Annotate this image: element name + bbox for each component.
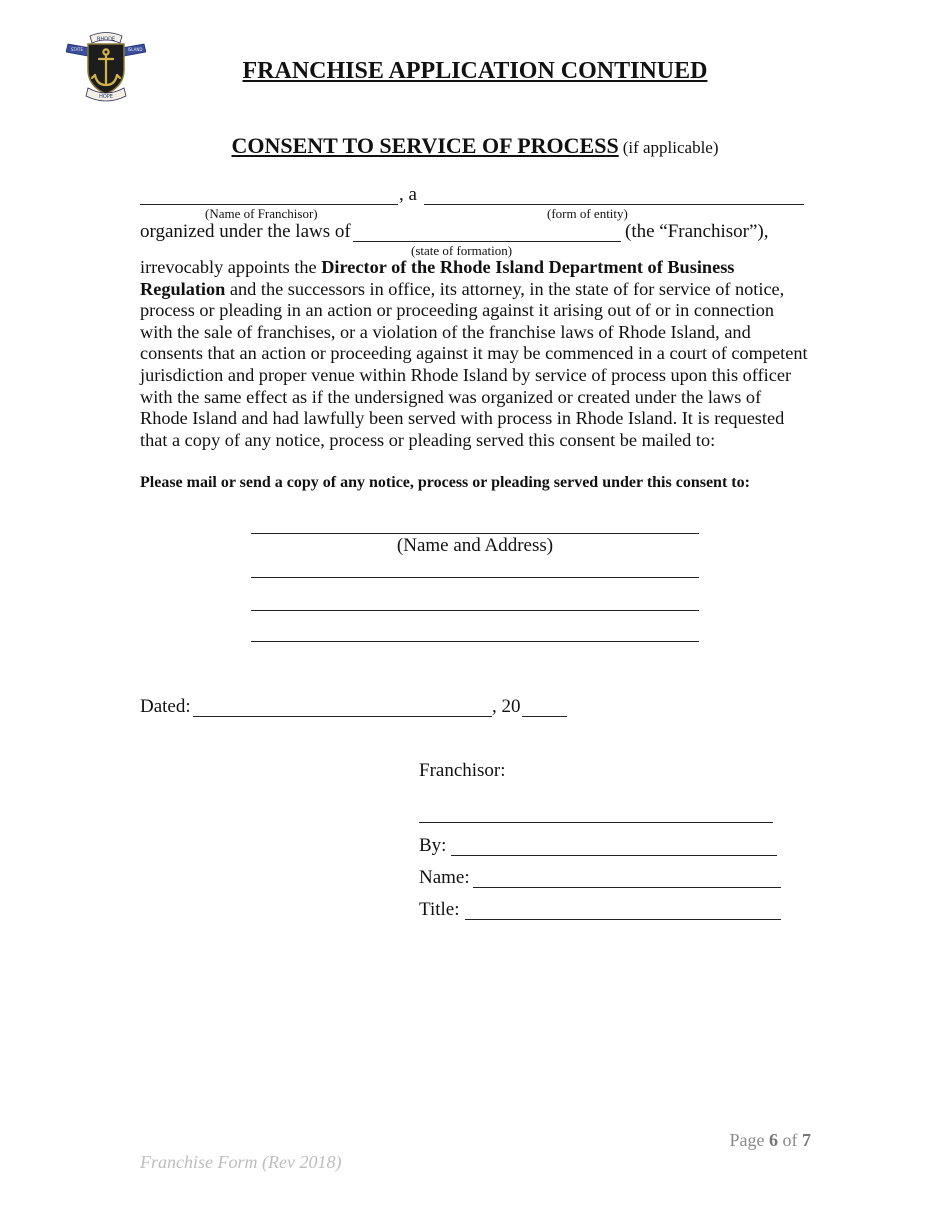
consent-paragraph <box>140 257 808 451</box>
seal-left-text: STATE <box>70 47 84 52</box>
address-label: (Name and Address) <box>396 535 554 556</box>
seal-top-text: RHODE <box>96 36 116 43</box>
mail-instruction: Please mail or send a copy of any notice, process or pleading served under this consent to: <box>140 474 750 491</box>
page-current: 6 <box>769 1130 778 1150</box>
consent-appointee: Director of the Rhode Island Department of Business Regulation <box>140 257 735 299</box>
address-line-4[interactable] <box>251 641 699 642</box>
franchisor-name-field[interactable] <box>140 204 398 205</box>
page-of: of <box>782 1130 798 1150</box>
laws-prefix: organized under the laws of <box>140 221 351 242</box>
consent-intro: irrevocably appoints the <box>140 257 322 277</box>
entity-form-caption: (form of entity) <box>547 206 628 221</box>
seal-bottom-text: HOPE <box>99 94 113 100</box>
page-title-text: FRANCHISE APPLICATION CONTINUED <box>242 58 708 84</box>
form-revision: Franchise Form (Rev 2018) <box>140 1152 342 1172</box>
laws-suffix: (the “Franchisor”), <box>625 221 769 242</box>
by-label: By: <box>419 835 447 856</box>
state-formation-caption: (state of formation) <box>411 243 513 258</box>
consent-body-text: and the successors in office, its attorney, in the state of for service of notice, process or pleading in an action or proceeding against it arising out of or in connection with the sale of franchises, or a violation of the franchise laws of Rhode Island, and consents that an action or proceeding against it may be commenced in a court of competent jurisdiction and proper venue within Rhode Island by service of process upon this officer with the same effect as if the undersigned was organized or created under the laws of Rhode Island and had lawfully been served with process in Rhode Island. It is requested that a copy of any notice, process or pleading served this consent be mailed to: <box>140 278 808 450</box>
title-label: Title: <box>419 899 460 920</box>
by-field[interactable] <box>451 855 777 856</box>
entity-form-field[interactable] <box>424 204 804 205</box>
dated-field[interactable] <box>193 716 492 717</box>
seal-right-text: ISLAND <box>127 47 143 52</box>
page-title <box>0 56 950 86</box>
section-title-text: CONSENT TO SERVICE OF PROCESS <box>231 133 619 158</box>
page-number <box>730 1130 812 1151</box>
address-line-1[interactable] <box>251 533 699 534</box>
franchisor-signature-line[interactable] <box>419 822 773 823</box>
address-line-2[interactable] <box>251 577 699 578</box>
page-word: Page <box>729 1130 765 1150</box>
name-label: Name: <box>419 867 470 888</box>
name-field[interactable] <box>473 887 781 888</box>
title-field[interactable] <box>465 919 781 920</box>
state-formation-field[interactable] <box>353 241 621 242</box>
section-title <box>0 132 950 163</box>
dated-year-field[interactable] <box>522 716 567 717</box>
dated-label: Dated: <box>140 696 191 717</box>
franchisor-label: Franchisor: <box>419 760 506 781</box>
franchisor-name-caption: (Name of Franchisor) <box>205 206 318 221</box>
dated-year-prefix: , 20 <box>492 696 521 717</box>
entity-connector: , a <box>399 184 417 205</box>
section-qualifier: (if applicable) <box>622 138 719 157</box>
address-line-3[interactable] <box>251 610 699 611</box>
page-total: 7 <box>802 1130 811 1150</box>
